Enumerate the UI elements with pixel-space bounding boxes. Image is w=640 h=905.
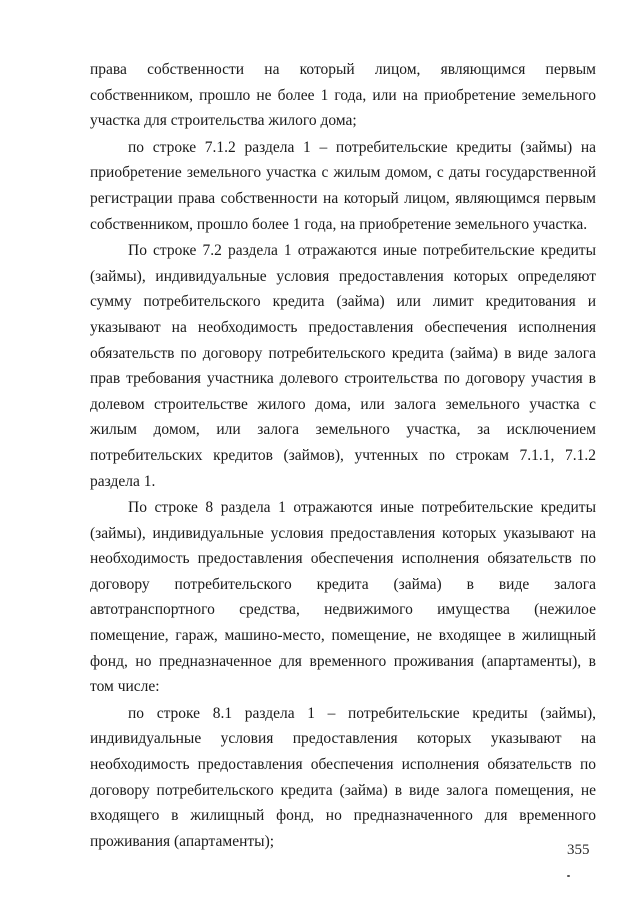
paragraph-continuation: права собственности на который лицом, являющимся первым собственником, прошло не более 1 года, или на приобретение земельного участка для строительства жилого дома; (90, 61, 596, 130)
paragraph-line-7-2: По строке 7.2 раздела 1 отражаются иные потребительские кредиты (займы), индивидуальные условия предоставления которых определяют сумму потребительского кредита (займа) или лимит кредитования и указывают на необходимость предоставления обеспечения исполнения обязательств по договору потребительского кредита (займа) в виде залога прав требования участника долевого строительства по договору участия в долевом строительстве жилого дома, или залога земельного участка с жилым домом, или залога земельного участка, за исключением потребительских кредитов (займов), учтенных по строкам 7.1.1, 7.1.2 раздела 1. (90, 242, 596, 490)
paragraph-line-8: По строке 8 раздела 1 отражаются иные потребительские кредиты (займы), индивидуальные условия предоставления которых указывают на необходимость предоставления обеспечения исполнения обязательств по договору потребительского кредита (займа) в виде залога автотранспортного средства, недвижимого имущества (нежилое помещение, гараж, машино-место, помещение, не входящее в жилищный фонд, но предназначенное для временного проживания (апартаменты), в том числе: (90, 499, 596, 696)
scan-artifact (567, 875, 570, 877)
page-number: 355 (567, 842, 590, 858)
paragraph-line-8-1: по строке 8.1 раздела 1 – потребительские кредиты (займы), индивидуальные условия предоставления которых указывают на необходимость предоставления обеспечения исполнения обязательств по договору потребительского кредита (займа) в виде залога помещения, не входящего в жилищный фонд, но предназначенного для временного проживания (апартаменты); (90, 704, 596, 850)
document-page (90, 57, 596, 854)
paragraph-line-7-1-2: по строке 7.1.2 раздела 1 – потребительские кредиты (займы) на приобретение земельного участка с жилым домом, с даты государственной регистрации права собственности на который лицом, являющимся первым собственником, прошло более 1 года, на приобретение земельного участка. (90, 138, 596, 233)
